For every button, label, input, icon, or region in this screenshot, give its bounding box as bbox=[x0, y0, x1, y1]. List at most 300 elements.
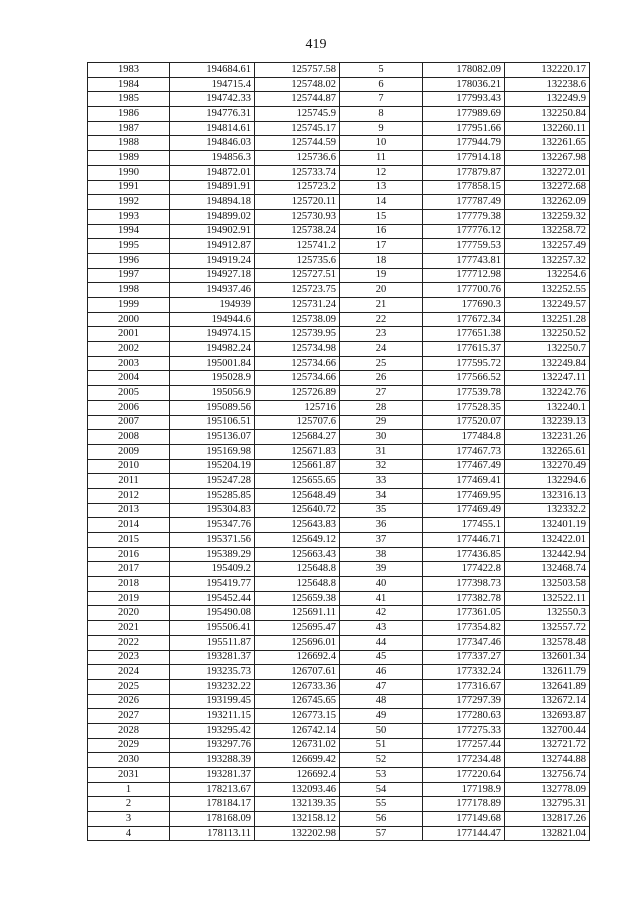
x-coordinate-b-cell: 177275.33 bbox=[423, 723, 505, 738]
point-number-b-cell: 8 bbox=[340, 107, 423, 122]
y-coordinate-b-cell: 132272.68 bbox=[505, 180, 590, 195]
y-coordinate-b-cell: 132261.65 bbox=[505, 136, 590, 151]
x-coordinate-a-cell: 195136.07 bbox=[170, 430, 255, 445]
point-number-b-cell: 22 bbox=[340, 312, 423, 327]
x-coordinate-a-cell: 193232.22 bbox=[170, 679, 255, 694]
y-coordinate-b-cell: 132641.89 bbox=[505, 679, 590, 694]
table-row bbox=[88, 768, 590, 783]
x-coordinate-a-cell: 195452.44 bbox=[170, 591, 255, 606]
table-row bbox=[88, 63, 590, 78]
point-number-a-cell: 2031 bbox=[88, 768, 170, 783]
x-coordinate-b-cell: 177332.24 bbox=[423, 665, 505, 680]
point-number-a-cell: 1985 bbox=[88, 92, 170, 107]
table-row bbox=[88, 694, 590, 709]
y-coordinate-a-cell: 125757.58 bbox=[255, 63, 340, 78]
table-row bbox=[88, 312, 590, 327]
point-number-b-cell: 56 bbox=[340, 812, 423, 827]
y-coordinate-a-cell: 126692.4 bbox=[255, 768, 340, 783]
y-coordinate-a-cell: 132093.46 bbox=[255, 782, 340, 797]
x-coordinate-b-cell: 177528.35 bbox=[423, 400, 505, 415]
y-coordinate-b-cell: 132700.44 bbox=[505, 723, 590, 738]
point-number-a-cell: 1995 bbox=[88, 239, 170, 254]
point-number-a-cell: 1994 bbox=[88, 224, 170, 239]
x-coordinate-b-cell: 177700.76 bbox=[423, 283, 505, 298]
y-coordinate-a-cell: 125744.59 bbox=[255, 136, 340, 151]
point-number-a-cell: 2006 bbox=[88, 400, 170, 415]
coordinates-table bbox=[87, 62, 590, 841]
point-number-b-cell: 53 bbox=[340, 768, 423, 783]
x-coordinate-b-cell: 177484.8 bbox=[423, 430, 505, 445]
point-number-b-cell: 11 bbox=[340, 151, 423, 166]
y-coordinate-b-cell: 132257.32 bbox=[505, 253, 590, 268]
y-coordinate-a-cell: 126773.15 bbox=[255, 709, 340, 724]
y-coordinate-a-cell: 125707.6 bbox=[255, 415, 340, 430]
x-coordinate-a-cell: 194891.91 bbox=[170, 180, 255, 195]
point-number-b-cell: 52 bbox=[340, 753, 423, 768]
point-number-a-cell: 1988 bbox=[88, 136, 170, 151]
point-number-b-cell: 9 bbox=[340, 121, 423, 136]
y-coordinate-a-cell: 125723.2 bbox=[255, 180, 340, 195]
y-coordinate-a-cell: 125696.01 bbox=[255, 635, 340, 650]
point-number-a-cell: 1984 bbox=[88, 77, 170, 92]
x-coordinate-a-cell: 194937.46 bbox=[170, 283, 255, 298]
y-coordinate-a-cell: 125726.89 bbox=[255, 386, 340, 401]
x-coordinate-b-cell: 177398.73 bbox=[423, 577, 505, 592]
y-coordinate-a-cell: 126742.14 bbox=[255, 723, 340, 738]
table-row bbox=[88, 474, 590, 489]
x-coordinate-b-cell: 177149.68 bbox=[423, 812, 505, 827]
y-coordinate-a-cell: 125661.87 bbox=[255, 459, 340, 474]
y-coordinate-a-cell: 125727.51 bbox=[255, 268, 340, 283]
y-coordinate-b-cell: 132251.28 bbox=[505, 312, 590, 327]
x-coordinate-a-cell: 194944.6 bbox=[170, 312, 255, 327]
point-number-a-cell: 2028 bbox=[88, 723, 170, 738]
x-coordinate-a-cell: 178213.67 bbox=[170, 782, 255, 797]
x-coordinate-b-cell: 177436.85 bbox=[423, 547, 505, 562]
y-coordinate-a-cell: 125655.65 bbox=[255, 474, 340, 489]
x-coordinate-b-cell: 177234.48 bbox=[423, 753, 505, 768]
point-number-b-cell: 6 bbox=[340, 77, 423, 92]
point-number-b-cell: 40 bbox=[340, 577, 423, 592]
y-coordinate-a-cell: 125735.6 bbox=[255, 253, 340, 268]
table-row bbox=[88, 709, 590, 724]
point-number-b-cell: 16 bbox=[340, 224, 423, 239]
point-number-b-cell: 46 bbox=[340, 665, 423, 680]
y-coordinate-b-cell: 132821.04 bbox=[505, 826, 590, 841]
x-coordinate-a-cell: 195389.29 bbox=[170, 547, 255, 562]
x-coordinate-b-cell: 177651.38 bbox=[423, 327, 505, 342]
point-number-a-cell: 2030 bbox=[88, 753, 170, 768]
y-coordinate-b-cell: 132611.79 bbox=[505, 665, 590, 680]
table-row bbox=[88, 386, 590, 401]
point-number-b-cell: 51 bbox=[340, 738, 423, 753]
x-coordinate-a-cell: 194846.03 bbox=[170, 136, 255, 151]
x-coordinate-a-cell: 193297.76 bbox=[170, 738, 255, 753]
x-coordinate-b-cell: 177198.9 bbox=[423, 782, 505, 797]
point-number-a-cell: 1996 bbox=[88, 253, 170, 268]
y-coordinate-a-cell: 125739.95 bbox=[255, 327, 340, 342]
point-number-b-cell: 14 bbox=[340, 195, 423, 210]
table-row bbox=[88, 797, 590, 812]
y-coordinate-b-cell: 132578.48 bbox=[505, 635, 590, 650]
point-number-a-cell: 2015 bbox=[88, 533, 170, 548]
x-coordinate-b-cell: 177951.66 bbox=[423, 121, 505, 136]
x-coordinate-a-cell: 195347.76 bbox=[170, 518, 255, 533]
y-coordinate-a-cell: 126745.65 bbox=[255, 694, 340, 709]
x-coordinate-b-cell: 177787.49 bbox=[423, 195, 505, 210]
y-coordinate-a-cell: 125720.11 bbox=[255, 195, 340, 210]
x-coordinate-b-cell: 177361.05 bbox=[423, 606, 505, 621]
table-row bbox=[88, 606, 590, 621]
x-coordinate-b-cell: 177759.53 bbox=[423, 239, 505, 254]
x-coordinate-a-cell: 194927.18 bbox=[170, 268, 255, 283]
table-row bbox=[88, 635, 590, 650]
x-coordinate-b-cell: 177672.34 bbox=[423, 312, 505, 327]
point-number-b-cell: 19 bbox=[340, 268, 423, 283]
point-number-b-cell: 7 bbox=[340, 92, 423, 107]
point-number-b-cell: 34 bbox=[340, 488, 423, 503]
y-coordinate-b-cell: 132503.58 bbox=[505, 577, 590, 592]
point-number-b-cell: 17 bbox=[340, 239, 423, 254]
x-coordinate-a-cell: 195409.2 bbox=[170, 562, 255, 577]
y-coordinate-a-cell: 125648.8 bbox=[255, 562, 340, 577]
x-coordinate-a-cell: 195247.28 bbox=[170, 474, 255, 489]
x-coordinate-a-cell: 193199.45 bbox=[170, 694, 255, 709]
x-coordinate-b-cell: 177520.07 bbox=[423, 415, 505, 430]
y-coordinate-a-cell: 125736.6 bbox=[255, 151, 340, 166]
y-coordinate-a-cell: 125745.9 bbox=[255, 107, 340, 122]
point-number-b-cell: 50 bbox=[340, 723, 423, 738]
table-row bbox=[88, 356, 590, 371]
point-number-b-cell: 44 bbox=[340, 635, 423, 650]
point-number-b-cell: 24 bbox=[340, 342, 423, 357]
x-coordinate-a-cell: 178113.11 bbox=[170, 826, 255, 841]
x-coordinate-a-cell: 193281.37 bbox=[170, 768, 255, 783]
point-number-a-cell: 2022 bbox=[88, 635, 170, 650]
y-coordinate-a-cell: 125691.11 bbox=[255, 606, 340, 621]
y-coordinate-b-cell: 132817.26 bbox=[505, 812, 590, 827]
x-coordinate-b-cell: 177354.82 bbox=[423, 621, 505, 636]
table-row bbox=[88, 430, 590, 445]
point-number-b-cell: 54 bbox=[340, 782, 423, 797]
table-row bbox=[88, 400, 590, 415]
point-number-a-cell: 1993 bbox=[88, 209, 170, 224]
y-coordinate-b-cell: 132270.49 bbox=[505, 459, 590, 474]
table-row bbox=[88, 195, 590, 210]
table-row bbox=[88, 180, 590, 195]
x-coordinate-a-cell: 195304.83 bbox=[170, 503, 255, 518]
x-coordinate-a-cell: 193211.15 bbox=[170, 709, 255, 724]
y-coordinate-a-cell: 125649.12 bbox=[255, 533, 340, 548]
table-row bbox=[88, 621, 590, 636]
point-number-a-cell: 2000 bbox=[88, 312, 170, 327]
x-coordinate-b-cell: 177469.49 bbox=[423, 503, 505, 518]
x-coordinate-a-cell: 195371.56 bbox=[170, 533, 255, 548]
x-coordinate-b-cell: 177446.71 bbox=[423, 533, 505, 548]
y-coordinate-b-cell: 132522.11 bbox=[505, 591, 590, 606]
y-coordinate-b-cell: 132756.74 bbox=[505, 768, 590, 783]
x-coordinate-b-cell: 177337.27 bbox=[423, 650, 505, 665]
table-row bbox=[88, 151, 590, 166]
x-coordinate-a-cell: 178184.17 bbox=[170, 797, 255, 812]
y-coordinate-a-cell: 125648.8 bbox=[255, 577, 340, 592]
point-number-a-cell: 2001 bbox=[88, 327, 170, 342]
point-number-b-cell: 26 bbox=[340, 371, 423, 386]
x-coordinate-a-cell: 193295.42 bbox=[170, 723, 255, 738]
point-number-a-cell: 4 bbox=[88, 826, 170, 841]
table-row bbox=[88, 165, 590, 180]
y-coordinate-b-cell: 132239.13 bbox=[505, 415, 590, 430]
x-coordinate-a-cell: 195001.84 bbox=[170, 356, 255, 371]
y-coordinate-b-cell: 132247.11 bbox=[505, 371, 590, 386]
x-coordinate-a-cell: 195285.85 bbox=[170, 488, 255, 503]
point-number-a-cell: 2014 bbox=[88, 518, 170, 533]
y-coordinate-b-cell: 132260.11 bbox=[505, 121, 590, 136]
y-coordinate-b-cell: 132316.13 bbox=[505, 488, 590, 503]
table-row bbox=[88, 547, 590, 562]
point-number-b-cell: 35 bbox=[340, 503, 423, 518]
y-coordinate-b-cell: 132220.17 bbox=[505, 63, 590, 78]
table-row bbox=[88, 415, 590, 430]
point-number-a-cell: 2003 bbox=[88, 356, 170, 371]
y-coordinate-b-cell: 132744.88 bbox=[505, 753, 590, 768]
y-coordinate-a-cell: 125731.24 bbox=[255, 298, 340, 313]
x-coordinate-a-cell: 193288.39 bbox=[170, 753, 255, 768]
point-number-a-cell: 2009 bbox=[88, 444, 170, 459]
x-coordinate-b-cell: 177566.52 bbox=[423, 371, 505, 386]
y-coordinate-a-cell: 125730.93 bbox=[255, 209, 340, 224]
y-coordinate-b-cell: 132557.72 bbox=[505, 621, 590, 636]
y-coordinate-a-cell: 125734.98 bbox=[255, 342, 340, 357]
x-coordinate-a-cell: 194684.61 bbox=[170, 63, 255, 78]
point-number-a-cell: 2013 bbox=[88, 503, 170, 518]
table-row bbox=[88, 826, 590, 841]
point-number-b-cell: 32 bbox=[340, 459, 423, 474]
y-coordinate-a-cell: 125744.87 bbox=[255, 92, 340, 107]
y-coordinate-b-cell: 132252.55 bbox=[505, 283, 590, 298]
x-coordinate-b-cell: 177858.15 bbox=[423, 180, 505, 195]
x-coordinate-a-cell: 194894.18 bbox=[170, 195, 255, 210]
table-row bbox=[88, 224, 590, 239]
x-coordinate-a-cell: 194776.31 bbox=[170, 107, 255, 122]
y-coordinate-b-cell: 132249.9 bbox=[505, 92, 590, 107]
point-number-a-cell: 1986 bbox=[88, 107, 170, 122]
point-number-b-cell: 47 bbox=[340, 679, 423, 694]
x-coordinate-a-cell: 194902.91 bbox=[170, 224, 255, 239]
x-coordinate-b-cell: 177539.78 bbox=[423, 386, 505, 401]
x-coordinate-b-cell: 177178.89 bbox=[423, 797, 505, 812]
table-row bbox=[88, 209, 590, 224]
y-coordinate-b-cell: 132249.57 bbox=[505, 298, 590, 313]
table-row bbox=[88, 92, 590, 107]
point-number-a-cell: 1987 bbox=[88, 121, 170, 136]
y-coordinate-a-cell: 125734.66 bbox=[255, 356, 340, 371]
point-number-b-cell: 55 bbox=[340, 797, 423, 812]
x-coordinate-b-cell: 177469.41 bbox=[423, 474, 505, 489]
x-coordinate-a-cell: 195169.98 bbox=[170, 444, 255, 459]
x-coordinate-b-cell: 177297.39 bbox=[423, 694, 505, 709]
point-number-a-cell: 2024 bbox=[88, 665, 170, 680]
point-number-a-cell: 1991 bbox=[88, 180, 170, 195]
y-coordinate-b-cell: 132242.76 bbox=[505, 386, 590, 401]
y-coordinate-b-cell: 132267.98 bbox=[505, 151, 590, 166]
table-row bbox=[88, 665, 590, 680]
y-coordinate-b-cell: 132778.09 bbox=[505, 782, 590, 797]
x-coordinate-a-cell: 195511.87 bbox=[170, 635, 255, 650]
point-number-a-cell: 1989 bbox=[88, 151, 170, 166]
point-number-a-cell: 1983 bbox=[88, 63, 170, 78]
point-number-b-cell: 42 bbox=[340, 606, 423, 621]
x-coordinate-b-cell: 177879.87 bbox=[423, 165, 505, 180]
y-coordinate-a-cell: 126707.61 bbox=[255, 665, 340, 680]
y-coordinate-a-cell: 125733.74 bbox=[255, 165, 340, 180]
y-coordinate-a-cell: 125734.66 bbox=[255, 371, 340, 386]
table-row bbox=[88, 577, 590, 592]
point-number-b-cell: 29 bbox=[340, 415, 423, 430]
table-row bbox=[88, 459, 590, 474]
x-coordinate-b-cell: 178036.21 bbox=[423, 77, 505, 92]
point-number-b-cell: 41 bbox=[340, 591, 423, 606]
x-coordinate-b-cell: 177989.69 bbox=[423, 107, 505, 122]
point-number-b-cell: 38 bbox=[340, 547, 423, 562]
point-number-a-cell: 1999 bbox=[88, 298, 170, 313]
x-coordinate-b-cell: 177914.18 bbox=[423, 151, 505, 166]
table-row bbox=[88, 253, 590, 268]
y-coordinate-a-cell: 125738.09 bbox=[255, 312, 340, 327]
y-coordinate-a-cell: 126733.36 bbox=[255, 679, 340, 694]
x-coordinate-a-cell: 195204.19 bbox=[170, 459, 255, 474]
point-number-a-cell: 1998 bbox=[88, 283, 170, 298]
x-coordinate-b-cell: 177316.67 bbox=[423, 679, 505, 694]
table-row bbox=[88, 738, 590, 753]
point-number-b-cell: 37 bbox=[340, 533, 423, 548]
y-coordinate-a-cell: 125684.27 bbox=[255, 430, 340, 445]
table-row bbox=[88, 136, 590, 151]
point-number-a-cell: 2026 bbox=[88, 694, 170, 709]
y-coordinate-a-cell: 125748.02 bbox=[255, 77, 340, 92]
y-coordinate-a-cell: 125723.75 bbox=[255, 283, 340, 298]
point-number-b-cell: 27 bbox=[340, 386, 423, 401]
point-number-a-cell: 2 bbox=[88, 797, 170, 812]
table-row bbox=[88, 327, 590, 342]
x-coordinate-b-cell: 177467.73 bbox=[423, 444, 505, 459]
x-coordinate-b-cell: 177993.43 bbox=[423, 92, 505, 107]
point-number-a-cell: 2007 bbox=[88, 415, 170, 430]
point-number-a-cell: 2010 bbox=[88, 459, 170, 474]
point-number-b-cell: 18 bbox=[340, 253, 423, 268]
x-coordinate-b-cell: 177595.72 bbox=[423, 356, 505, 371]
y-coordinate-b-cell: 132238.6 bbox=[505, 77, 590, 92]
y-coordinate-b-cell: 132249.84 bbox=[505, 356, 590, 371]
page-number: 419 bbox=[305, 37, 327, 52]
table-row bbox=[88, 444, 590, 459]
y-coordinate-a-cell: 125671.83 bbox=[255, 444, 340, 459]
point-number-a-cell: 3 bbox=[88, 812, 170, 827]
x-coordinate-a-cell: 195106.51 bbox=[170, 415, 255, 430]
y-coordinate-a-cell: 125716 bbox=[255, 400, 340, 415]
y-coordinate-b-cell: 132231.26 bbox=[505, 430, 590, 445]
point-number-b-cell: 10 bbox=[340, 136, 423, 151]
table-row bbox=[88, 812, 590, 827]
y-coordinate-a-cell: 125659.38 bbox=[255, 591, 340, 606]
x-coordinate-a-cell: 195028.9 bbox=[170, 371, 255, 386]
point-number-b-cell: 30 bbox=[340, 430, 423, 445]
x-coordinate-a-cell: 195419.77 bbox=[170, 577, 255, 592]
table-row bbox=[88, 77, 590, 92]
point-number-b-cell: 15 bbox=[340, 209, 423, 224]
point-number-b-cell: 5 bbox=[340, 63, 423, 78]
x-coordinate-a-cell: 193281.37 bbox=[170, 650, 255, 665]
y-coordinate-a-cell: 125648.49 bbox=[255, 488, 340, 503]
y-coordinate-a-cell: 125640.72 bbox=[255, 503, 340, 518]
y-coordinate-b-cell: 132601.34 bbox=[505, 650, 590, 665]
x-coordinate-a-cell: 194856.3 bbox=[170, 151, 255, 166]
y-coordinate-a-cell: 126692.4 bbox=[255, 650, 340, 665]
x-coordinate-b-cell: 177280.63 bbox=[423, 709, 505, 724]
x-coordinate-b-cell: 177776.12 bbox=[423, 224, 505, 239]
x-coordinate-a-cell: 195506.41 bbox=[170, 621, 255, 636]
point-number-b-cell: 39 bbox=[340, 562, 423, 577]
point-number-a-cell: 2018 bbox=[88, 577, 170, 592]
x-coordinate-b-cell: 177220.64 bbox=[423, 768, 505, 783]
point-number-b-cell: 23 bbox=[340, 327, 423, 342]
x-coordinate-b-cell: 177467.49 bbox=[423, 459, 505, 474]
table-row bbox=[88, 371, 590, 386]
x-coordinate-a-cell: 194939 bbox=[170, 298, 255, 313]
x-coordinate-b-cell: 177382.78 bbox=[423, 591, 505, 606]
x-coordinate-b-cell: 177347.46 bbox=[423, 635, 505, 650]
x-coordinate-a-cell: 195089.56 bbox=[170, 400, 255, 415]
point-number-a-cell: 2008 bbox=[88, 430, 170, 445]
y-coordinate-b-cell: 132550.3 bbox=[505, 606, 590, 621]
x-coordinate-b-cell: 177615.37 bbox=[423, 342, 505, 357]
table-row bbox=[88, 268, 590, 283]
point-number-a-cell: 2025 bbox=[88, 679, 170, 694]
x-coordinate-a-cell: 194974.15 bbox=[170, 327, 255, 342]
y-coordinate-a-cell: 125741.2 bbox=[255, 239, 340, 254]
x-coordinate-a-cell: 193235.73 bbox=[170, 665, 255, 680]
point-number-a-cell: 1997 bbox=[88, 268, 170, 283]
point-number-a-cell: 2020 bbox=[88, 606, 170, 621]
x-coordinate-b-cell: 177690.3 bbox=[423, 298, 505, 313]
table-row bbox=[88, 650, 590, 665]
table-row bbox=[88, 342, 590, 357]
point-number-a-cell: 2029 bbox=[88, 738, 170, 753]
x-coordinate-b-cell: 177257.44 bbox=[423, 738, 505, 753]
x-coordinate-a-cell: 195490.08 bbox=[170, 606, 255, 621]
y-coordinate-b-cell: 132257.49 bbox=[505, 239, 590, 254]
table-row bbox=[88, 533, 590, 548]
y-coordinate-b-cell: 132258.72 bbox=[505, 224, 590, 239]
point-number-a-cell: 2027 bbox=[88, 709, 170, 724]
point-number-b-cell: 43 bbox=[340, 621, 423, 636]
point-number-b-cell: 49 bbox=[340, 709, 423, 724]
x-coordinate-b-cell: 177712.98 bbox=[423, 268, 505, 283]
x-coordinate-a-cell: 194872.01 bbox=[170, 165, 255, 180]
table-row bbox=[88, 518, 590, 533]
table-row bbox=[88, 679, 590, 694]
point-number-a-cell: 2011 bbox=[88, 474, 170, 489]
y-coordinate-b-cell: 132422.01 bbox=[505, 533, 590, 548]
y-coordinate-b-cell: 132468.74 bbox=[505, 562, 590, 577]
table-row bbox=[88, 782, 590, 797]
table-row bbox=[88, 239, 590, 254]
point-number-b-cell: 31 bbox=[340, 444, 423, 459]
point-number-b-cell: 13 bbox=[340, 180, 423, 195]
y-coordinate-a-cell: 126699.42 bbox=[255, 753, 340, 768]
point-number-a-cell: 2005 bbox=[88, 386, 170, 401]
table-row bbox=[88, 107, 590, 122]
